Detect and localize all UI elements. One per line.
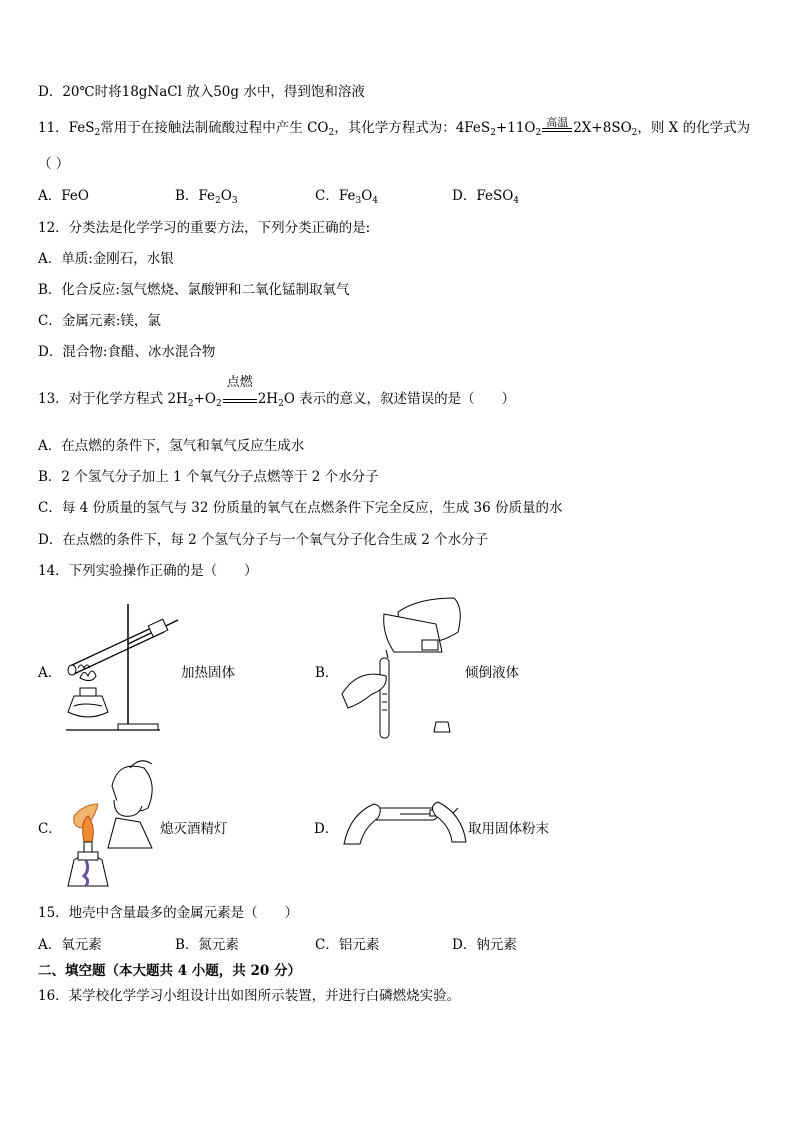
q14-b-letter: B． <box>315 665 339 681</box>
reaction-condition-ignite: 点燃 <box>223 390 257 403</box>
q13-option-c: C．每 4 份质量的氢气与 32 份质量的氧气在点燃条件下完全反应，生成 36 份质量的水 <box>38 500 563 516</box>
blowing-out-alcohol-lamp-illustration <box>60 756 160 896</box>
q13-option-d: D．在点燃的条件下，每 2 个氢气分子与一个氧气分子化合生成 2 个水分子 <box>38 532 489 548</box>
q14-stem: 14．下列实验操作正确的是（ ） <box>38 563 258 579</box>
q14-a-letter: A． <box>38 665 62 681</box>
q12-option-d: D．混合物:食醋、冰水混合物 <box>38 344 216 360</box>
reaction-condition-high-temp: 高温 <box>542 119 572 132</box>
q12-option-a: A．单质:金刚石，水银 <box>38 251 174 267</box>
heating-solid-apparatus-illustration <box>60 600 185 735</box>
q13-stem: 13．对于化学方程式 $2H_2+O_2$ 点燃 $2H_2O$ 表示的意义，叙述错误的是（ ） <box>38 375 516 409</box>
q14-a-label: 加热固体 <box>181 665 235 681</box>
q15-option-b: B．氮元素 <box>175 937 239 953</box>
q12-option-b: B．化合反应:氢气燃烧、氯酸钾和二氧化锰制取氧气 <box>38 282 350 298</box>
q15-stem: 15．地壳中含量最多的金属元素是（ ） <box>38 905 299 921</box>
q14-c-letter: C． <box>38 821 62 837</box>
q15-option-d: D．钠元素 <box>452 937 517 953</box>
q12-stem: 12．分类法是化学学习的重要方法，下列分类正确的是: <box>38 220 371 236</box>
q14-d-letter: D． <box>314 821 339 837</box>
q11-option-c: C．$Fe_3O_4$ <box>315 188 378 206</box>
taking-solid-powder-illustration <box>340 790 470 850</box>
q15-option-a: A．氧元素 <box>38 937 102 953</box>
q12-option-c: C．金属元素:镁，氯 <box>38 313 161 329</box>
q16-stem: 16．某学校化学学习小组设计出如图所示装置，并进行白磷燃烧实验。 <box>38 988 461 1004</box>
q13-option-b: B．2 个氢气分子加上 1 个氧气分子点燃等于 2 个水分子 <box>38 469 379 485</box>
q11-option-b: B．$Fe_2O_3$ <box>175 188 238 206</box>
q11-option-a: A．FeO <box>38 188 89 204</box>
q14-c-label: 熄灭酒精灯 <box>160 821 228 837</box>
q15-option-c: C．铝元素 <box>315 937 380 953</box>
q11-option-d: D．FeSO$_4$ <box>452 188 519 206</box>
q14-b-label: 倾倒液体 <box>465 665 519 681</box>
q11-answer-paren: （ ） <box>38 156 70 172</box>
q10-option-d: D．20℃时将18gNaCl 放入50g 水中，得到饱和溶液 <box>38 84 365 100</box>
q14-d-label: 取用固体粉末 <box>468 821 549 837</box>
q13-option-a: A．在点燃的条件下，氢气和氧气反应生成水 <box>38 438 305 454</box>
section-2-heading: 二、填空题（本大题共 4 小题，共 20 分） <box>38 963 301 979</box>
pouring-liquid-illustration <box>338 594 468 742</box>
q11-stem: 11．FeS$_2$常用于在接触法制硫酸过程中产生 $CO_2$，其化学方程式为：$4FeS_2+11O_2$ 高温 $2X+8SO_2$，则 X 的化学式为 <box>38 116 751 138</box>
